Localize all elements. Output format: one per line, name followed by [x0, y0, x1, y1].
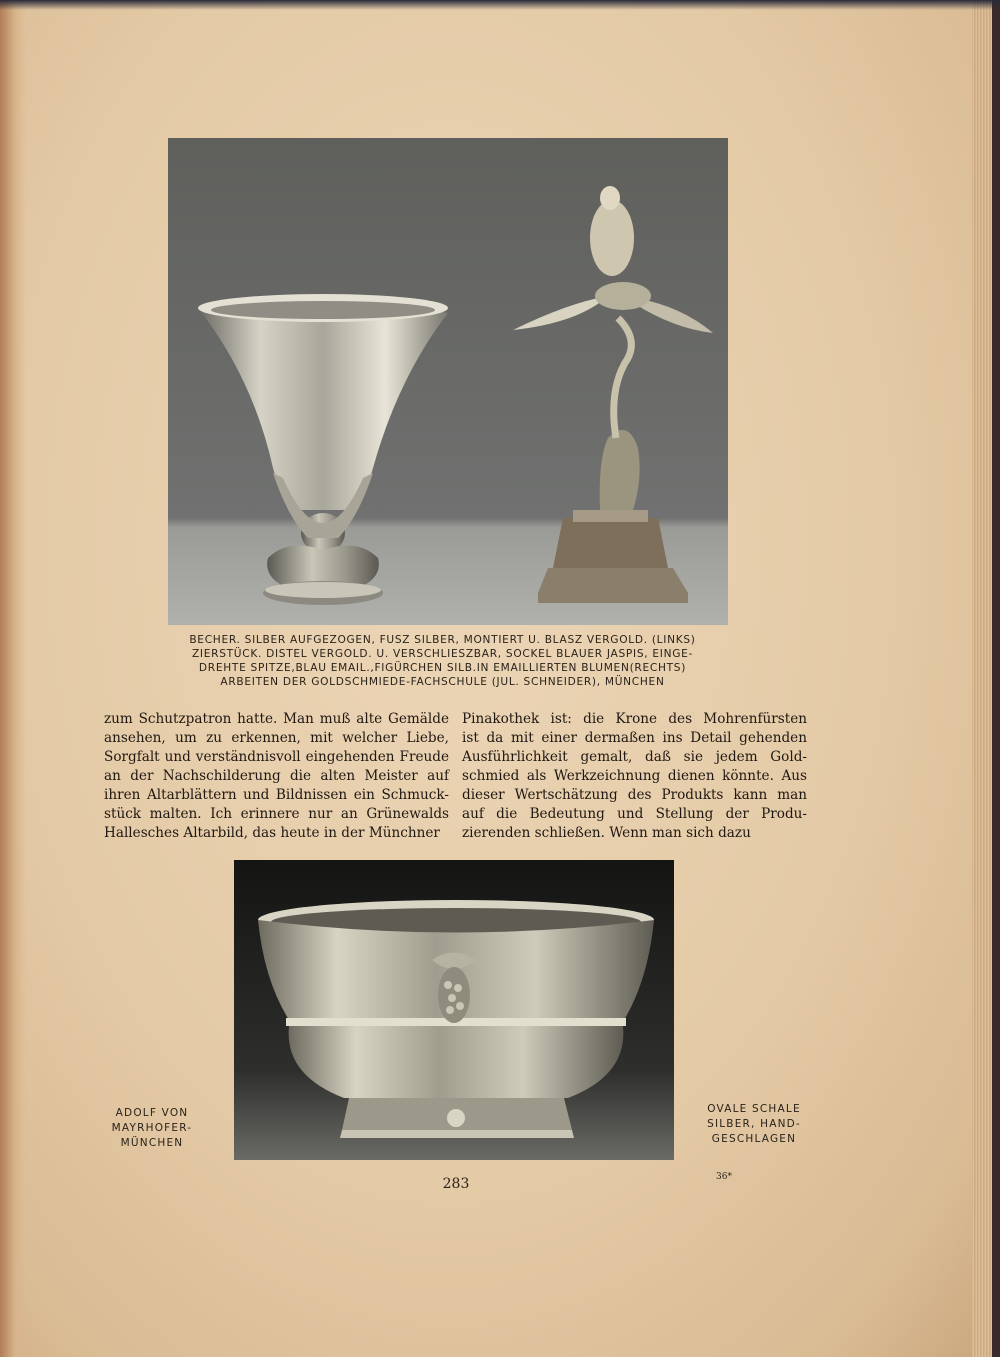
text-line: ihren Altarblättern und Bildnissen ein Schmuck-: [104, 787, 449, 803]
text-line: schmied als Werkzeichnung dienen könnte. Aus: [462, 768, 807, 784]
description-line: SILBER, HAND-: [707, 1118, 801, 1130]
top-cover-edge: [0, 0, 1000, 10]
maker-credit: [98, 1106, 206, 1151]
text-line: stück malten. Ich erinnere nur an Grünewalds: [104, 806, 449, 822]
body-text-right-column: [462, 710, 807, 843]
caption-line: DREHTE SPITZE,BLAU EMAIL.,FIGÜRCHEN SILB.IN EMAILLIERTEN BLUMEN(RECHTS): [198, 662, 687, 674]
book-cover-edge: [992, 0, 1000, 1357]
caption-line: ARBEITEN DER GOLDSCHMIEDE-FACHSCHULE (JUL. SCHNEIDER), MÜNCHEN: [220, 676, 665, 688]
text-line: Ausführlichkeit gemalt, daß sie jedem Gold-: [462, 749, 807, 765]
text-line: Pinakothek ist: die Krone des Mohrenfürsten: [462, 711, 807, 727]
text-line: zierenden schließen. Wenn man sich dazu: [462, 825, 751, 841]
text-line: an der Nachschilderung die alten Meister auf: [104, 768, 449, 784]
printer-signature-mark: 36*: [716, 1172, 732, 1182]
text-line: Hallesches Altarbild, das heute in der Münchner: [104, 825, 440, 841]
text-line: dieser Wertschätzung des Produkts kann man: [462, 787, 807, 803]
object-description: [690, 1102, 818, 1147]
page-number: 283: [442, 1176, 470, 1192]
text-line: Sorgfalt und verständnisvoll eingehenden Freude: [104, 749, 449, 765]
credit-line: MÜNCHEN: [120, 1137, 184, 1149]
credit-line: ADOLF VON: [115, 1107, 189, 1119]
caption-line: ZIERSTÜCK. DISTEL VERGOLD. U. VERSCHLIESZBAR, SOCKEL BLAUER JASPIS, EINGE-: [191, 648, 694, 660]
text-line: ist da mit einer dermaßen ins Detail gehenden: [462, 730, 807, 746]
description-line: OVALE SCHALE: [707, 1103, 801, 1115]
caption-line: BECHER. SILBER AUFGEZOGEN, FUSZ SILBER, MONTIERT U. BLASZ VERGOLD. (LINKS): [189, 634, 696, 646]
text-line: auf die Bedeutung und Stellung der Produ-: [462, 806, 807, 822]
photo-goblet-and-ornament: [168, 138, 728, 625]
credit-line: MAYRHOFER-: [111, 1122, 193, 1134]
text-line: zum Schutzpatron hatte. Man muß alte Gemälde: [104, 711, 449, 727]
photo-caption: [160, 633, 725, 689]
body-text-left-column: [104, 710, 449, 843]
text-line: ansehen, um zu erkennen, mit welcher Liebe,: [104, 730, 449, 746]
photo-silver-bowl: [234, 860, 674, 1160]
description-line: GESCHLAGEN: [711, 1133, 797, 1145]
page-gutter: [0, 0, 26, 1357]
